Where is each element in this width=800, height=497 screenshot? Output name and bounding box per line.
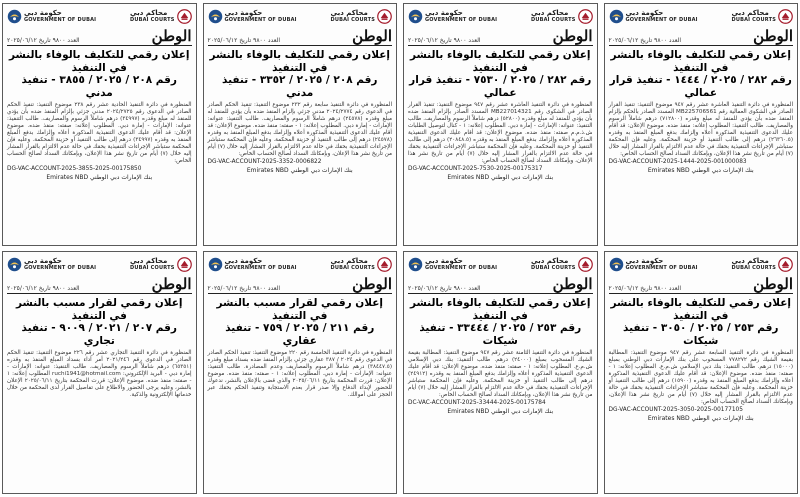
bank-name: بنك الإمارات دبي الوطني Emirates NBD [46,173,153,181]
bank-name: بنك الإمارات دبي الوطني Emirates NBD [246,166,353,174]
government-emblem-icon [7,257,22,272]
dubai-courts-logo [731,257,793,272]
notice-text: المنظورة في دائرة التنفيذ الخامسة رقم ٢٢٠ موضوع التنفيذ: تنفيذ الحكم الصادر في الدعوى رقم ٢٠٢٤ / ٣٨٧ عقاري جزئي بإلزام المنفذ ضده بسداد مبلغ وقدره (٣٨٤٤٧.٥) درهم شاملاً الرسوم والمصاريف وعدم المصادرة. طالب التنفيذ: عنوانه: الإمارات - إمارة دبي. المطلوب إعلانه: ١ - صفته: منفذ ضده. موضوع الإعلان: قررت المحكمة بتاريخ ٢٠٢٥/٠٦/١١ والذي قضى بالإعلان بالنشر، ندعوك للحضور لإبداء الدفاع وإلا صدر قرار بعدم الاستجابة وتنفيذ الحكم بحقك عبر الحجز على أموالك. [207,350,393,398]
notice-body [208,350,393,399]
notice-text: المنظورة في دائرة التنفيذ السابعة عشر رقم ٩٤٧ موضوع التنفيذ: المطالبة بقيمة الشيك رقم ٧٧٨٢٧٢ المسحوب على بنك الإمارات دبي الوطني بمبلغ (١٥٠٠٠) درهم. طالب التنفيذ: بنك دبي الإسلامي ش.م.ع. المطلوب إعلانه: ١ - صفته: منفذ ضده. موضوع الإعلان: قد أقام عليك الدعوى التنفيذية المذكورة أعلاه وإلزامك بدفع المبلغ المنفذ به وقدره (١٥٩٠٠) درهم إلى طالب التنفيذ أو خزينة المحكمة. وعليه فإن المحكمة ستباشر الإجراءات التنفيذية بحقك في حالة عدم الالتزام بالقرار المشار إليه خلال (٧) أيام من تاريخ نشر هذا الإعلان، وبإمكانك السداد لصالح الحساب الخاص: [608,350,793,405]
courts-name-ar: محاكم دبي [129,8,168,17]
issue-date: العدد ٩٨٠٠ تاريخ ٢٠٢٥/٠٦/١٢ [408,37,481,44]
case-number: رقم ٢٠٨ / ٢٠٢٥ / ٣٨٥٥ - تنفيذ مدني [21,74,177,99]
dubai-courts-emblem-icon [778,9,793,24]
notice-title: إعلان رقمي للتكليف بالوفاء بالنشر في التنفيذ [209,49,391,74]
gov-name-ar: حكومة دبي [24,256,62,265]
courts-name-en: DUBAI COURTS [129,16,175,23]
issue-date: العدد ٩٨٠٠ تاريخ ٢٠٢٥/٠٦/١٢ [608,285,682,292]
gov-name-en: GOVERNMENT OF DUBAI [224,264,297,271]
notice-text: المنظورة في دائرة التنفيذ العاشرة عشر رقم ٩٤٧ موضوع التنفيذ: تنفيذ القرار الصادر في الشكوى رقم MB227014321 المسدد الصادر بإلزام المنفذ ضده بأن يؤدي للمنفذ له مبلغ وقدره (٥٢٨٠٠) درهم شاملاً الرسوم والمصاريف. طالب التنفيذ: عنوانه: الإمارات - إمارة دبي. المطلوب إعلانه: ١ - كنال لتوصيل الطلبات ش.ذ.م.م صفته: منفذ ضده. موضوع الإعلان: قد أقام عليك الدعوى التنفيذية المذكورة أعلاه وإلزامك بدفع المبلغ المنفذ به وقدره (٢٠٨٤٨.٥) درهم إلى طالب التنفيذ أو خزينة المحكمة. وعليه فإن المحكمة ستباشر الإجراءات التنفيذية بحقك في حالة عدم الالتزام بالقرار المشار إليه خلال (٧) أيام من تاريخ نشر هذا الإعلان، وبإمكانك السداد لصالح الحساب الخاص: [408,102,593,164]
issue-date: العدد ٩٨٠٠ تاريخ ٢٠٢٥/٠٦/١٢ [207,37,281,44]
gov-name-ar: حكومة دبي [224,256,263,265]
dubai-courts-logo [531,9,593,24]
notice-logos [208,7,393,26]
notice-body [609,350,794,406]
notice-logos [408,7,593,26]
courts-name-en: DUBAI COURTS [129,264,175,271]
dubai-courts-logo [330,9,392,24]
notice-headline [609,49,794,99]
bank-name: بنك الإمارات دبي الوطني Emirates NBD [647,414,754,422]
notice-logos [609,7,794,26]
case-number: رقم ٢٥٣ / ٢٠٢٥ / ٣٠٥٠ - تنفيذ شيكات [623,322,779,347]
masthead [208,27,393,46]
dubai-courts-emblem-icon [377,9,392,24]
newspaper-name: الوطن [151,27,192,45]
bank-name: بنك الإمارات دبي الوطني Emirates NBD [447,407,554,415]
notice-title: إعلان رقمي لقرار مسبب بالنشر في التنفيذ [216,297,383,322]
dubai-courts-logo [130,257,192,272]
court-notice [2,251,197,494]
courts-name-en: DUBAI COURTS [530,264,576,271]
dubai-courts-logo [731,9,793,24]
gov-name-ar: حكومة دبي [425,256,463,265]
notice-logos [208,255,393,274]
notice-body [609,102,794,158]
government-logo [408,257,497,272]
government-logo [208,257,297,272]
notice-body [208,102,393,158]
case-number: رقم ٢٨٢ / ٢٠٢٥ / ٧٥٣٠ - تنفيذ قرار عمالي [409,74,592,99]
courts-name-en: DUBAI COURTS [731,264,776,271]
gov-name-en: GOVERNMENT OF DUBAI [24,16,97,23]
case-number: رقم ٢٠٧ / ٢٠٢١ / ٩٠٠٩ - تنفيذ تجاري [21,322,177,347]
notice-body [7,350,192,399]
dubai-courts-emblem-icon [377,257,392,272]
notice-headline [408,49,593,99]
case-number: رقم ٢٠٨ / ٢٠٢٥ / ٣٣٥٢ - تنفيذ مدني [222,74,378,99]
government-emblem-icon [408,257,423,272]
gov-name-ar: حكومة دبي [224,8,263,17]
government-emblem-icon [208,9,223,24]
notice-logos [609,255,794,274]
notice-text: المنظورة في دائرة التنفيذ التجاري عشر رقم ٢٢٦ موضوع التنفيذ: تنفيذ الحكم الصادر في الدعوى رقم ٢٠٢١/٢٤٦ أمر أداء بسداد المبلغ المنفذ به وقدره (٦٥٣٥١) درهم شاملاً الرسوم والمصاريف. طالب التنفيذ: عنوانه: الإمارات - إمارة دبي - البريد الإلكتروني: ruchi1941@hotmail.com المطلوب إعلانه: ١ - صفته: منفذ ضده. موضوع الإعلان: قررت المحكمة بتاريخ ٢٠٢٥/٠٦/١١ الإعلان بالنشر، وعليه يرجى الحضور والاطلاع على تفاصيل القرار لدى المحكمة من خلال خدماتها الإلكترونية والذكية. [7,350,192,398]
government-emblem-icon [7,9,22,24]
masthead [7,275,192,294]
notice-title: إعلان رقمي للتكليف بالوفاء بالنشر في التنفيذ [409,297,591,322]
government-logo [408,9,497,24]
courts-name-ar: محاكم دبي [530,256,569,265]
payment-account: DG-VAC-ACCOUNT-2025-3855-2025-00175850 [7,166,142,172]
newspaper-name: الوطن [352,27,392,45]
court-notice [604,251,799,494]
courts-name-ar: محاكم دبي [330,256,368,265]
court-notice [203,251,398,494]
issue-date: العدد ٩٨٠٠ تاريخ ٢٠٢٥/٠٦/١٢ [408,285,481,292]
notice-headline [208,297,393,347]
government-logo [609,257,698,272]
notice-title: إعلان رقمي لقرار مسبب بالنشر في التنفيذ [15,297,183,322]
court-notice [604,3,799,246]
courts-name-ar: محاكم دبي [530,8,569,17]
government-logo [609,9,698,24]
government-emblem-icon [408,9,423,24]
issue-date: العدد ٩٨٠٠ تاريخ ٢٠٢٥/٠٦/١٢ [7,285,80,292]
court-notice [203,3,398,246]
gov-name-ar: حكومة دبي [625,8,664,17]
bank-name: بنك الإمارات دبي الوطني Emirates NBD [647,166,754,174]
dubai-courts-logo [330,257,392,272]
notice-headline [208,49,393,99]
issue-date: العدد ٩٨٠٠ تاريخ ٢٠٢٥/٠٦/١٢ [207,285,281,292]
gov-name-en: GOVERNMENT OF DUBAI [224,16,297,23]
gov-name-en: GOVERNMENT OF DUBAI [24,264,97,271]
notice-headline [7,49,192,99]
notice-title: إعلان رقمي للتكليف بالوفاء بالنشر في التنفيذ [610,297,792,322]
bank-name: بنك الإمارات دبي الوطني Emirates NBD [447,173,554,181]
dubai-courts-emblem-icon [177,9,192,24]
case-number: رقم ٢٨٢ / ٢٠٢٥ / ١٤٤٤ - تنفيذ قرار عمالي [609,74,792,99]
gov-name-en: GOVERNMENT OF DUBAI [625,16,698,23]
masthead [609,275,794,294]
government-emblem-icon [208,257,223,272]
gov-name-ar: حكومة دبي [24,8,62,17]
courts-name-ar: محاكم دبي [129,256,168,265]
courts-name-en: DUBAI COURTS [330,264,375,271]
court-notice [403,3,598,246]
dubai-courts-logo [531,257,593,272]
notice-title: إعلان رقمي للتكليف بالوفاء بالنشر في التنفيذ [610,49,792,74]
dubai-courts-emblem-icon [578,9,593,24]
newspaper-name: الوطن [552,275,593,293]
case-number: رقم ٢٥٣ / ٢٠٢٥ / ٣٣٤٤٤ - تنفيذ شيكات [419,322,582,347]
gov-name-en: GOVERNMENT OF DUBAI [425,16,498,23]
courts-name-en: DUBAI COURTS [530,16,576,23]
government-logo [7,257,96,272]
payment-account: DG-VAC-ACCOUNT-2025-3050-2025-00177105 [608,407,743,413]
newspaper-name: الوطن [151,275,192,293]
payment-account: DG-VAC-ACCOUNT-2025-1444-2025-001000083 [608,159,747,165]
masthead [609,27,794,46]
dubai-courts-emblem-icon [778,257,793,272]
notice-headline [7,297,192,347]
notice-title: إعلان رقمي للتكليف بالوفاء بالنشر في التنفيذ [409,49,591,74]
government-logo [7,9,96,24]
newspaper-name: الوطن [552,27,593,45]
payment-account: DC-VAC-ACCOUNT-2025-33444-2025-00175784 [408,400,546,406]
courts-name-en: DUBAI COURTS [731,16,776,23]
notice-body [408,102,593,165]
notice-text: المنظورة في دائرة التنفيذ الثامنة عشر رقم ٩٤٧ موضوع التنفيذ: المطالبة بقيمة الشيك المسحوب بمبلغ (٢٤٠٠٠) درهم. طالب التنفيذ: بنك دبي الإسلامي ش.م.ع. المطلوب إعلانه: ١ - صفته: منفذ ضده. موضوع الإعلان: قد أقام عليك الدعوى التنفيذية المذكورة أعلاه وإلزامك بدفع المبلغ المنفذ به وقدره (٢٤٩١٢) درهم إلى طالب التنفيذ أو خزينة المحكمة. وعليه فإن المحكمة ستباشر الإجراءات التنفيذية بحقك في حالة عدم الالتزام بالقرار المشار إليه خلال (٧) أيام من تاريخ نشر هذا الإعلان، وبإمكانك السداد لصالح الحساب الخاص: [408,350,593,398]
gov-name-en: GOVERNMENT OF DUBAI [425,264,498,271]
notices-grid [2,3,798,494]
notice-text: المنظورة في دائرة التنفيذ سابعة رقم ٢٣٢ موضوع التنفيذ: تنفيذ الحكم الصادر في الدعوى رقم ٢٠٢٤/٢٧٧٤ مدني جزئي بإلزام المنفذ ضده بأن يؤدي للمنفذ له مبلغ وقدره (٢٤٥٧٨) درهم شاملاً الرسوم والمصاريف. طالب التنفيذ: عنوانه: الإمارات - إمارة دبي. المطلوب إعلانه: ١ - صفته: منفذ ضده. موضوع الإعلان: قد أقام عليك الدعوى التنفيذية المذكورة أعلاه وإلزامك بدفع المبلغ المنفذ به وقدره (٢٤٥٧٨) درهم إلى طالب التنفيذ أو خزينة المحكمة. وعليه فإن المحكمة ستباشر الإجراءات التنفيذية بحقك في حالة عدم الالتزام بالقرار المشار إليه خلال (٧) أيام من تاريخ نشر هذا الإعلان، وبإمكانك السداد لصالح الحساب الخاص: [207,102,392,157]
dubai-courts-emblem-icon [177,257,192,272]
courts-name-ar: محاكم دبي [731,8,769,17]
courts-name-en: DUBAI COURTS [330,16,375,23]
court-notice [403,251,598,494]
issue-date: العدد ٩٨٠٠ تاريخ ٢٠٢٥/٠٦/١٢ [608,37,682,44]
notice-logos [7,255,192,274]
courts-name-ar: محاكم دبي [731,256,769,265]
newspaper-name: الوطن [753,27,793,45]
gov-name-en: GOVERNMENT OF DUBAI [625,264,698,271]
issue-date: العدد ٩٨٠٠ تاريخ ٢٠٢٥/٠٦/١٢ [7,37,80,44]
notice-body [7,102,192,165]
courts-name-ar: محاكم دبي [330,8,368,17]
court-notice [2,3,197,246]
government-emblem-icon [609,9,624,24]
payment-account: DG-VAC-ACCOUNT-2025-7530-2025-00175317 [408,166,543,172]
notice-text: المنظورة في دائرة التنفيذ العاشرة عشر رقم ٩٤٧ موضوع التنفيذ: تنفيذ القرار الصادر في الشكوى العمالية رقم MB225706561 المسدد الصادر بالحكم بإلزام المنفذ ضده بأن يؤدي للمنفذ له مبلغ وقدره (٧١٢٨٠٠) درهم شاملاً الرسوم والمصاريف. طالب التنفيذ: المطلوب إعلانه: منفذ ضده. موضوع الإعلان: قد أقام عليك الدعوى التنفيذية المذكورة أعلاه وإلزامك بدفع المبلغ المنفذ به وقدره (٢٦٣٦٠.٥) درهم إلى طالب التنفيذ أو خزينة المحكمة. وعليه فإن المحكمة ستباشر الإجراءات التنفيذية بحقك في حالة عدم الالتزام بالقرار المشار إليه خلال (٧) أيام من تاريخ نشر هذا الإعلان، وبإمكانك السداد لصالح الحساب الخاص: [608,102,793,157]
notice-text: المنظورة في دائرة التنفيذ الحادية عشر رقم ٢٣٨ موضوع التنفيذ: تنفيذ الحكم الصادر في الدعوى رقم ٢٠٢٤/٢٧٢٥ مدني جزئي بإلزام المنفذ ضده بأن يؤدي للمنفذ له مبلغ وقدره (٣٤٩٩٧) درهم شاملاً الرسوم والمصاريف. طالب التنفيذ: عنوانه: الإمارات - إمارة دبي. المطلوب إعلانه: صفته: منفذ ضده. موضوع الإعلان: قد أقام عليك الدعوى التنفيذية المذكورة أعلاه وإلزامك بدفع المبلغ المنفذ به وقدره (٣٤٩٩٧) درهم إلى طالب التنفيذ أو خزينة المحكمة. وعليه فإن المحكمة ستباشر الإجراءات التنفيذية بحقك في حالة عدم الالتزام بالقرار المشار إليه خلال (٧) أيام من تاريخ نشر هذا الإعلان، وبإمكانك السداد لصالح الحساب الخاص: [7,102,192,164]
notice-logos [7,7,192,26]
notice-headline [609,297,794,347]
notice-title: إعلان رقمي للتكليف بالوفاء بالنشر في التنفيذ [8,49,190,74]
dubai-courts-logo [130,9,192,24]
government-emblem-icon [609,257,624,272]
masthead [408,275,593,294]
masthead [408,27,593,46]
notice-headline [408,297,593,347]
notice-body [408,350,593,399]
masthead [7,27,192,46]
gov-name-ar: حكومة دبي [425,8,463,17]
newspaper-name: الوطن [352,275,392,293]
masthead [208,275,393,294]
case-number: رقم ٢١١ / ٢٠٢٥ / ٧٥٩ - تنفيذ عقاري [225,322,375,347]
gov-name-ar: حكومة دبي [625,256,664,265]
dubai-courts-emblem-icon [578,257,593,272]
notice-logos [408,255,593,274]
payment-account: DG-VAC-ACCOUNT-2025-3352-0006822 [207,159,322,165]
newspaper-name: الوطن [753,275,793,293]
government-logo [208,9,297,24]
